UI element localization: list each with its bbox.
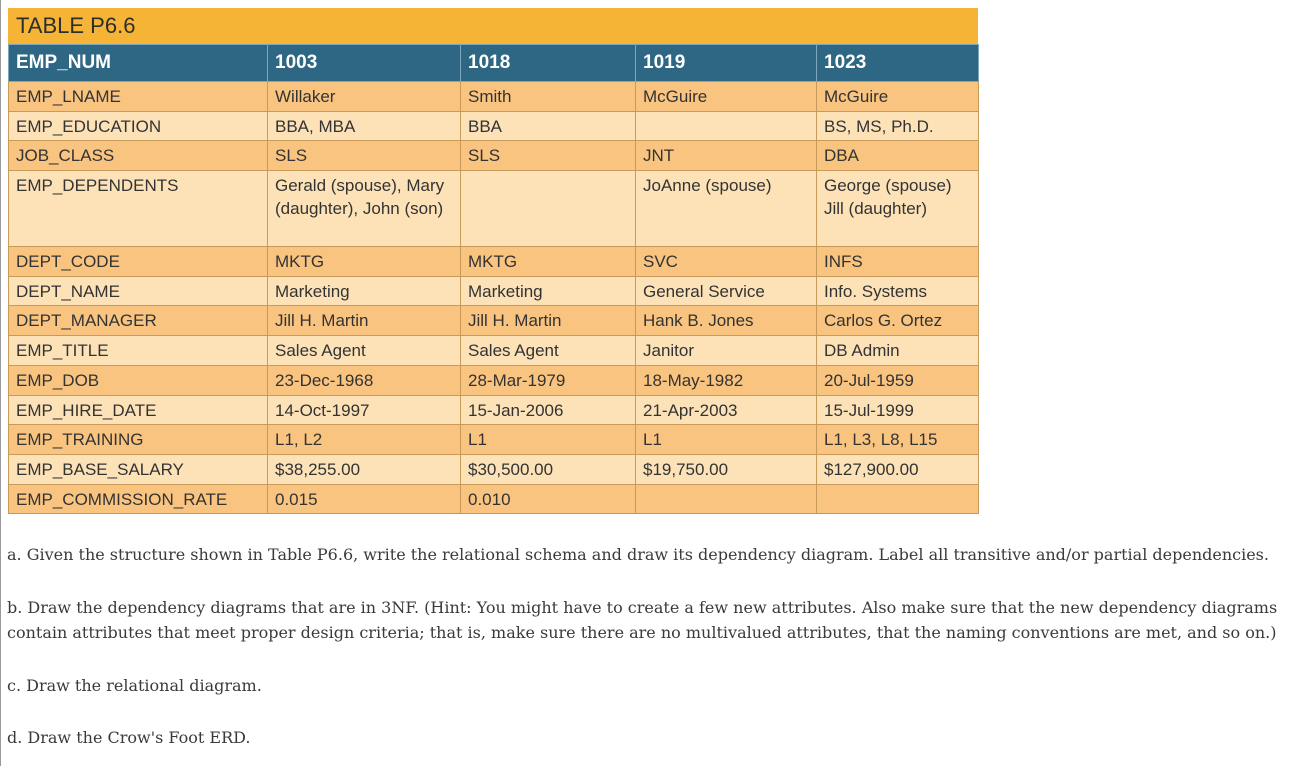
table-row xyxy=(9,425,979,455)
table-title: TABLE P6.6 xyxy=(8,8,978,44)
row-label: EMP_TITLE xyxy=(9,336,268,366)
table-cell: $30,500.00 xyxy=(461,454,636,484)
row-label: EMP_DOB xyxy=(9,365,268,395)
question-c: c. Draw the relational diagram. xyxy=(7,676,262,695)
table-cell: George (spouse) Jill (daughter) xyxy=(817,171,979,247)
table-cell: Willaker xyxy=(268,82,461,112)
table-row xyxy=(9,484,979,514)
table-cell xyxy=(636,484,817,514)
row-label: DEPT_CODE xyxy=(9,247,268,277)
employee-table xyxy=(8,44,979,514)
table-cell: BBA, MBA xyxy=(268,111,461,141)
table-cell: L1 xyxy=(636,425,817,455)
row-label: EMP_TRAINING xyxy=(9,425,268,455)
table-row xyxy=(9,454,979,484)
table-cell: 18-May-1982 xyxy=(636,365,817,395)
table-cell: MKTG xyxy=(461,247,636,277)
table-row xyxy=(9,171,979,247)
row-label: JOB_CLASS xyxy=(9,141,268,171)
table-cell: JNT xyxy=(636,141,817,171)
table-row xyxy=(9,365,979,395)
question-d: d. Draw the Crow's Foot ERD. xyxy=(7,728,251,747)
table-cell: BS, MS, Ph.D. xyxy=(817,111,979,141)
table-cell: L1, L2 xyxy=(268,425,461,455)
table-cell xyxy=(817,484,979,514)
table-cell: SVC xyxy=(636,247,817,277)
table-cell: 0.015 xyxy=(268,484,461,514)
table-cell: 28-Mar-1979 xyxy=(461,365,636,395)
question-b: b. Draw the dependency diagrams that are in 3NF. (Hint: You might have to create a few new attributes. Also make sure that the new dependency diagrams contain attributes that meet proper design criteria; that is, make sure there are no multivalued attributes, that the naming conventions are met, and so on.) xyxy=(7,598,1278,642)
row-label: EMP_EDUCATION xyxy=(9,111,268,141)
table-cell: McGuire xyxy=(636,82,817,112)
table-row xyxy=(9,395,979,425)
table-row xyxy=(9,247,979,277)
table-cell xyxy=(461,171,636,247)
table-cell: General Service xyxy=(636,276,817,306)
table-cell: 20-Jul-1959 xyxy=(817,365,979,395)
table-cell: Marketing xyxy=(268,276,461,306)
table-row xyxy=(9,82,979,112)
question-a: a. Given the structure shown in Table P6.6, write the relational schema and draw its dependency diagram. Label all transitive and/or partial dependencies. xyxy=(7,545,1269,564)
table-row xyxy=(9,276,979,306)
table-cell: $19,750.00 xyxy=(636,454,817,484)
left-border-rule xyxy=(0,0,1,766)
row-label: EMP_DEPENDENTS xyxy=(9,171,268,247)
table-cell: 0.010 xyxy=(461,484,636,514)
table-cell: BBA xyxy=(461,111,636,141)
table-cell: Smith xyxy=(461,82,636,112)
row-label: EMP_HIRE_DATE xyxy=(9,395,268,425)
table-cell: $38,255.00 xyxy=(268,454,461,484)
row-label: DEPT_MANAGER xyxy=(9,306,268,336)
table-cell: Marketing xyxy=(461,276,636,306)
table-cell: DBA xyxy=(817,141,979,171)
table-cell: Janitor xyxy=(636,336,817,366)
row-label: EMP_BASE_SALARY xyxy=(9,454,268,484)
table-cell: L1 xyxy=(461,425,636,455)
table-cell: McGuire xyxy=(817,82,979,112)
table-cell: DB Admin xyxy=(817,336,979,366)
table-cell: SLS xyxy=(268,141,461,171)
row-label: EMP_COMMISSION_RATE xyxy=(9,484,268,514)
table-cell: JoAnne (spouse) xyxy=(636,171,817,247)
table-cell: MKTG xyxy=(268,247,461,277)
table-cell: Gerald (spouse), Mary (daughter), John (son) xyxy=(268,171,461,247)
table-cell: 15-Jan-2006 xyxy=(461,395,636,425)
table-cell: SLS xyxy=(461,141,636,171)
table-cell: L1, L3, L8, L15 xyxy=(817,425,979,455)
header-cell-emp-1003: 1003 xyxy=(268,45,461,82)
table-cell: Info. Systems xyxy=(817,276,979,306)
table-cell: 21-Apr-2003 xyxy=(636,395,817,425)
table-figure xyxy=(8,8,978,514)
table-cell: Sales Agent xyxy=(268,336,461,366)
table-cell: $127,900.00 xyxy=(817,454,979,484)
header-cell-emp-1018: 1018 xyxy=(461,45,636,82)
table-row xyxy=(9,141,979,171)
table-cell: INFS xyxy=(817,247,979,277)
table-header-row xyxy=(9,45,979,82)
table-cell: Jill H. Martin xyxy=(461,306,636,336)
table-cell xyxy=(636,111,817,141)
header-cell-emp-1019: 1019 xyxy=(636,45,817,82)
table-cell: 23-Dec-1968 xyxy=(268,365,461,395)
table-cell: 15-Jul-1999 xyxy=(817,395,979,425)
row-label: EMP_LNAME xyxy=(9,82,268,112)
table-row xyxy=(9,111,979,141)
table-row xyxy=(9,306,979,336)
table-cell: Sales Agent xyxy=(461,336,636,366)
table-cell: Carlos G. Ortez xyxy=(817,306,979,336)
table-cell: 14-Oct-1997 xyxy=(268,395,461,425)
header-cell-emp-1023: 1023 xyxy=(817,45,979,82)
row-label: DEPT_NAME xyxy=(9,276,268,306)
header-cell-attribute: EMP_NUM xyxy=(9,45,268,82)
table-cell: Hank B. Jones xyxy=(636,306,817,336)
table-cell: Jill H. Martin xyxy=(268,306,461,336)
table-row xyxy=(9,336,979,366)
